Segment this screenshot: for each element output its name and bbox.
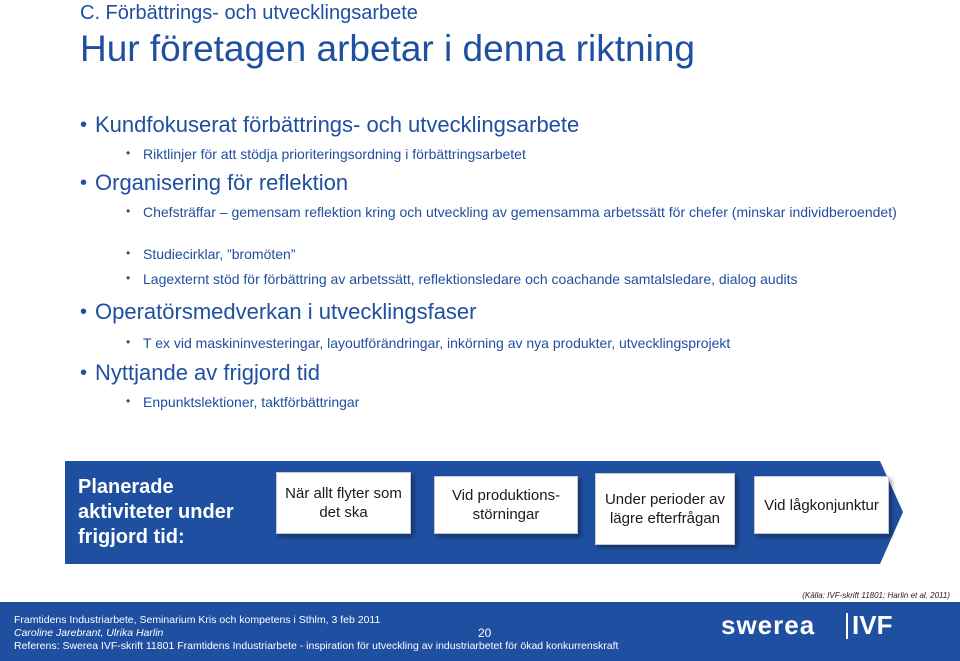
bullet-level2: Chefsträffar – gemensam reflektion kring och utveckling av gemensamma arbetssätt för chefer (minskar individberoendet) xyxy=(143,204,897,220)
bullet-dot-icon: • xyxy=(80,172,88,194)
bullet-level1: Kundfokuserat förbättrings- och utvecklingsarbete xyxy=(95,112,580,137)
bullet-dot-icon: • xyxy=(80,301,88,323)
page-title: Hur företagen arbetar i denna riktning xyxy=(80,28,695,69)
bullet-level2: Studiecirklar, ”bromöten” xyxy=(143,246,296,262)
bullet-level2: T ex vid maskininvesteringar, layoutförändringar, inkörning av nya produkter, utvecklingsprojekt xyxy=(143,335,731,351)
bullet-dot-icon: • xyxy=(126,271,131,285)
footer-reference: Referens: Swerea IVF-skrift 11801 Framtidens Industriarbete - inspiration för utveckling av industriarbetet för ökad konkurrenskraft xyxy=(14,640,619,652)
bullet-level2: Riktlinjer för att stödja prioriteringsordning i förbättringsarbetet xyxy=(143,146,526,162)
logo-divider xyxy=(846,613,848,639)
bullet-dot-icon: • xyxy=(126,204,131,218)
source-note: (Källa: IVF-skrift 11801; Harlin et al, 2011) xyxy=(802,591,950,600)
bullet-level1: Nyttjande av frigjord tid xyxy=(95,360,320,385)
bullet-dot-icon: • xyxy=(80,362,88,384)
activity-box-disruptions: Vid produktions-störningar xyxy=(434,476,578,534)
bullet-dot-icon: • xyxy=(126,394,131,408)
bullet-level1: Organisering för reflektion xyxy=(95,170,349,195)
ivf-logo: IVF xyxy=(852,610,893,640)
bullet-level2: Enpunktslektioner, taktförbättringar xyxy=(143,394,360,410)
footer-event: Framtidens Industriarbete, Seminarium Kris och kompetens i Sthlm, 3 feb 2011 xyxy=(14,614,381,626)
section-label: C. Förbättrings- och utvecklingsarbete xyxy=(80,2,418,24)
footer-authors: Caroline Jarebrant, Ulrika Harlin xyxy=(14,627,164,639)
activity-box-flow: När allt flyter som det ska xyxy=(276,472,411,534)
swerea-logo: swerea xyxy=(721,610,816,640)
bullet-dot-icon: • xyxy=(80,114,88,136)
activity-box-recession: Vid lågkonjunktur xyxy=(754,476,889,534)
bullet-dot-icon: • xyxy=(126,335,131,349)
bullet-level2: Lagexternt stöd för förbättring av arbetssätt, reflektionsledare och coachande samtalsledare, dialog audits xyxy=(143,271,798,287)
bullet-dot-icon: • xyxy=(126,246,131,260)
bullet-dot-icon: • xyxy=(126,146,131,160)
bullet-level1: Operatörsmedverkan i utvecklingsfaser xyxy=(95,299,477,324)
activity-box-low-demand: Under perioder av lägre efterfrågan xyxy=(595,473,735,545)
band-label: Planerade aktiviteter under frigjord tid: xyxy=(78,476,234,548)
page-number: 20 xyxy=(478,626,492,640)
